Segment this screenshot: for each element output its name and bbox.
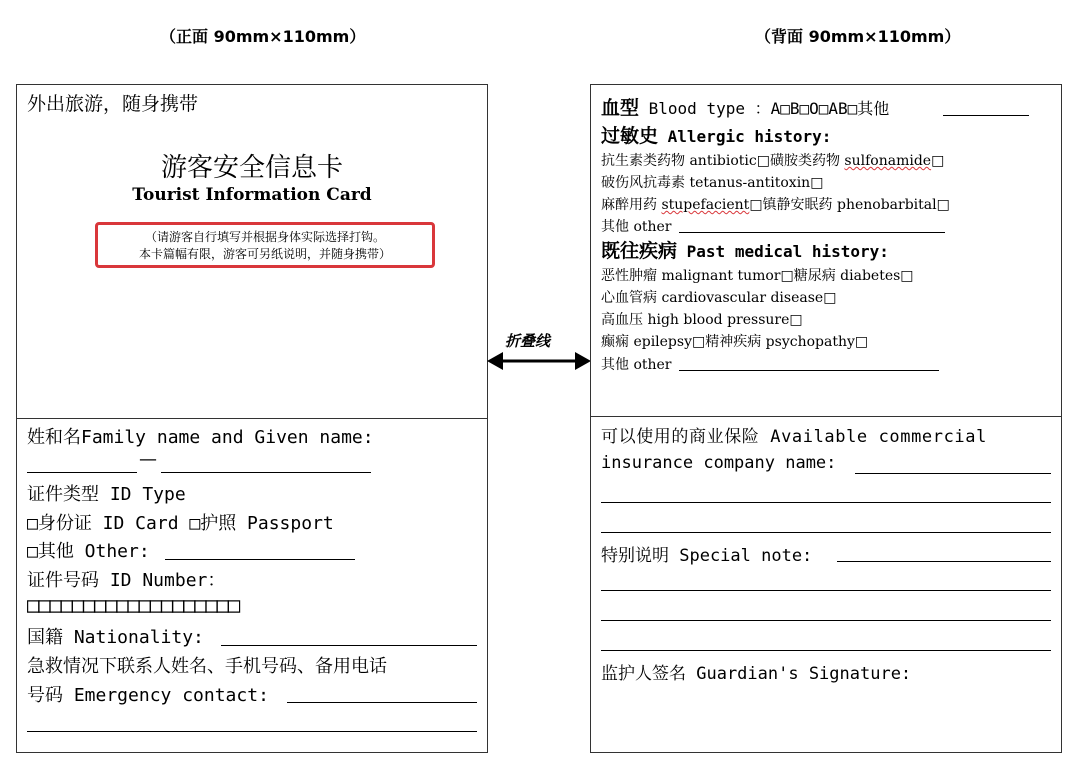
blood-type-row (601, 93, 889, 120)
id-type-options[interactable]: □身份证 ID Card □护照 Passport (27, 513, 334, 534)
allergy-row-3[interactable] (601, 194, 950, 214)
family-name-field[interactable] (27, 472, 137, 473)
allergy-row-3-b: stupefacient (661, 197, 750, 213)
special-note-field-2[interactable] (601, 590, 1051, 591)
allergy-row-1-c: □ (931, 153, 945, 169)
emergency-field-1[interactable] (287, 702, 477, 703)
card-title-en: Tourist Information Card (132, 185, 372, 205)
insurance-field-2[interactable] (601, 502, 1051, 503)
card-title-cn: 游客安全信息卡 (160, 153, 343, 183)
back-divider (591, 416, 1061, 417)
allergy-cn: 过敏史 (601, 125, 659, 147)
emergency-label-2: 号码 Emergency contact: (27, 685, 269, 706)
blood-other-field[interactable] (943, 115, 1029, 116)
insurance-label-2: insurance company name: (601, 453, 837, 473)
nationality-label: 国籍 Nationality: (27, 627, 204, 648)
past-history-heading (601, 236, 889, 263)
name-label: 姓和名Family name and Given name: (27, 427, 374, 448)
front-card (16, 84, 488, 753)
special-note-field-3[interactable] (601, 620, 1051, 621)
front-divider (17, 418, 487, 419)
id-other-option[interactable]: □其他 Other: (27, 541, 150, 562)
allergy-row-2[interactable]: 破伤风抗毒素 tetanus-antitoxin□ (601, 175, 824, 191)
past-other-label: 其他 other (601, 357, 672, 373)
id-number-label: 证件号码 ID Number： (27, 570, 226, 591)
insurance-field-3[interactable] (601, 532, 1051, 533)
id-number-boxes[interactable]: □□□□□□□□□□□□□□□□□□□ (27, 593, 239, 617)
special-note-label: 特别说明 Special note: (601, 546, 813, 566)
blood-type-options[interactable]: Blood type ：A□B□O□AB□其他 (639, 99, 890, 118)
back-header: （背面 90mm×110mm） (755, 27, 961, 46)
back-card (590, 84, 1062, 753)
double-arrow-icon (487, 330, 591, 370)
allergy-other-field[interactable] (679, 232, 945, 233)
id-other-field[interactable] (165, 559, 355, 560)
nationality-field[interactable] (221, 645, 477, 646)
carry-note: 外出旅游，随身携带 (27, 93, 199, 115)
emergency-field-2[interactable] (27, 731, 477, 732)
allergy-row-1-b: sulfonamide (844, 153, 932, 169)
past-en: Past medical history: (677, 242, 889, 261)
past-row-2[interactable]: 心血管病 cardiovascular disease□ (601, 290, 837, 306)
notice-line-2: 本卡篇幅有限，游客可另纸说明，并随身携带） (138, 247, 391, 261)
emergency-label-1: 急救情况下联系人姓名、手机号码、备用电话 (27, 656, 387, 677)
past-cn: 既往疾病 (601, 240, 678, 262)
special-note-field-1[interactable] (837, 561, 1051, 562)
blood-type-cn: 血型 (601, 97, 640, 119)
allergy-heading (601, 121, 831, 148)
given-name-field[interactable] (161, 472, 371, 473)
id-type-label: 证件类型 ID Type (27, 484, 186, 505)
past-other-field[interactable] (679, 370, 939, 371)
allergy-row-3-a: 麻醉用药 (601, 197, 662, 213)
past-row-4[interactable]: 癫痫 epilepsy□精神疾病 psychopathy□ (601, 334, 869, 350)
guardian-signature-label: 监护人签名 Guardian's Signature: (601, 664, 912, 684)
allergy-row-3-c: □镇静安眠药 phenobarbital□ (749, 197, 950, 213)
allergy-row-1-a: 抗生素类药物 antibiotic□磺胺类药物 (601, 153, 845, 169)
allergy-row-1[interactable] (601, 150, 944, 170)
allergy-en: Allergic history: (658, 127, 832, 146)
special-note-field-4[interactable] (601, 650, 1051, 651)
front-header: （正面 90mm×110mm） (160, 27, 366, 46)
fold-label: 折叠线 (505, 332, 551, 350)
fold-line-marker (487, 330, 591, 370)
notice-line-1: （请游客自行填写并根据身体实际选择打钩。 (144, 230, 385, 244)
insurance-field-1[interactable] (855, 473, 1051, 474)
notice-box (95, 222, 435, 268)
allergy-other-label: 其他 other (601, 219, 672, 235)
insurance-label-1: 可以使用的商业保险 Available commercial (601, 427, 987, 447)
past-row-3[interactable]: 高血压 high blood pressure□ (601, 312, 803, 328)
past-row-1[interactable]: 恶性肿瘤 malignant tumor□糖尿病 diabetes□ (601, 268, 914, 284)
name-dash: — (139, 449, 157, 470)
